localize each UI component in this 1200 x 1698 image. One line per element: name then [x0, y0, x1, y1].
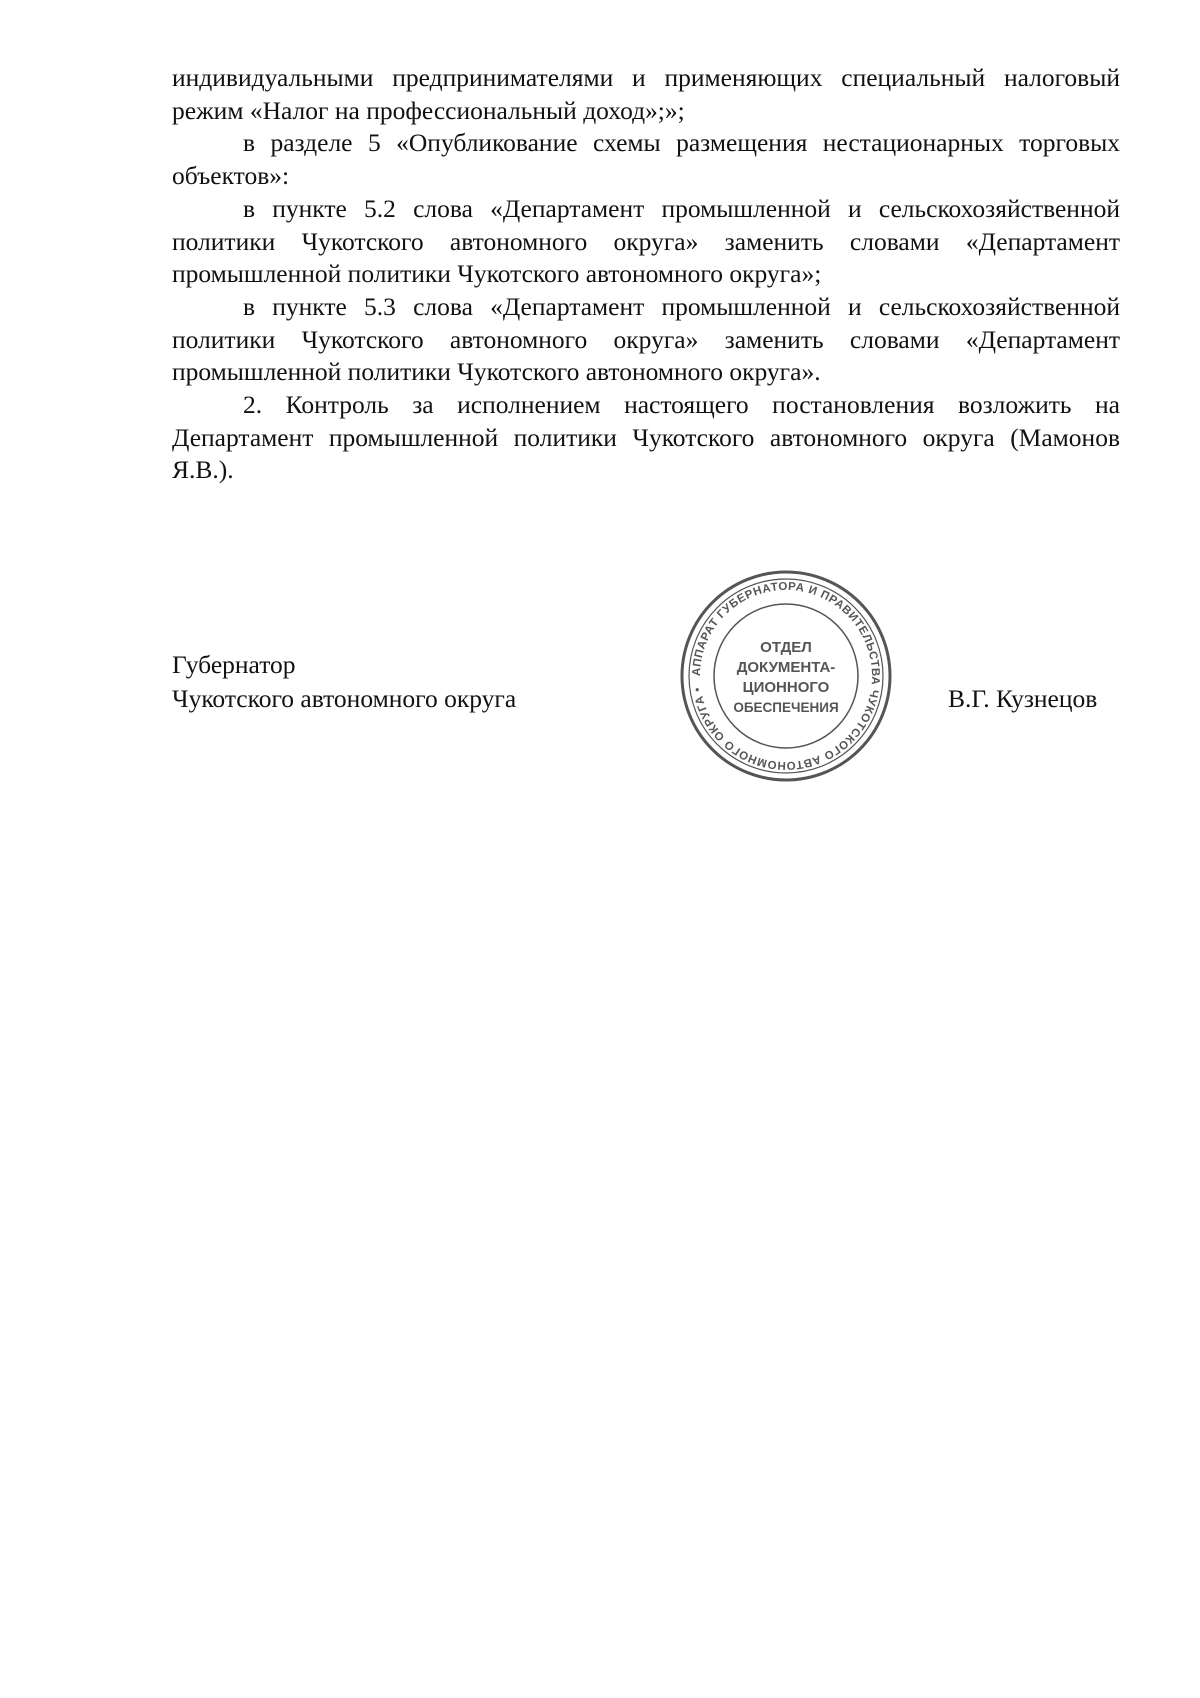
seal-center-line-3: ЦИОННОГО — [742, 679, 830, 696]
paragraph-5: 2. Контроль за исполнением настоящего постановления возложить на Департамент промышленной политики Чукотского автономного округа (Мамонов Я.В.). — [172, 390, 1120, 485]
signatory-name: В.Г. Кузнецов — [948, 684, 1098, 713]
seal-ring-text — [691, 581, 881, 771]
seal-graphic — [676, 566, 896, 786]
paragraph-3: в пункте 5.2 слова «Департамент промышленной и сельскохозяйственной политики Чукотского автономного округа» заменить словами «Департамент промышленной политики Чукотского автономного округа»; — [172, 193, 1120, 289]
paragraph-1: индивидуальными предпринимателями и применяющих специальный налоговый режим «Налог на профессиональный доход»;»; — [172, 63, 1120, 125]
seal-outer-ring — [682, 572, 890, 780]
seal-center-line-2: ДОКУМЕНТА- — [736, 659, 836, 676]
seal-inner-ring — [714, 604, 858, 748]
seal-ring-2 — [689, 579, 883, 773]
paragraph-4: в пункте 5.3 слова «Департамент промышленной и сельскохозяйственной политики Чукотского автономного округа» заменить словами «Департамент промышленной политики Чукотского автономного округа». — [172, 291, 1120, 387]
signatory-title-line-2: Чукотского автономного округа — [172, 684, 517, 713]
signatory-title — [172, 648, 516, 716]
document-body — [172, 62, 1120, 487]
official-seal-stamp — [676, 566, 896, 786]
seal-center-line-4: ОБЕСПЕЧЕНИЯ — [733, 700, 839, 715]
seal-center-line-1: ОТДЕЛ — [760, 639, 812, 656]
paragraph-2: в разделе 5 «Опубликование схемы размещения нестационарных торговых объектов»: — [172, 128, 1120, 191]
seal-ring-textpath: АППАРАТ ГУБЕРНАТОРА И ПРАВИТЕЛЬСТВА ЧУКОТСКОГО АВТОНОМНОГО ОКРУГА • — [690, 580, 882, 772]
signatory-title-line-1: Губернатор — [172, 650, 296, 679]
